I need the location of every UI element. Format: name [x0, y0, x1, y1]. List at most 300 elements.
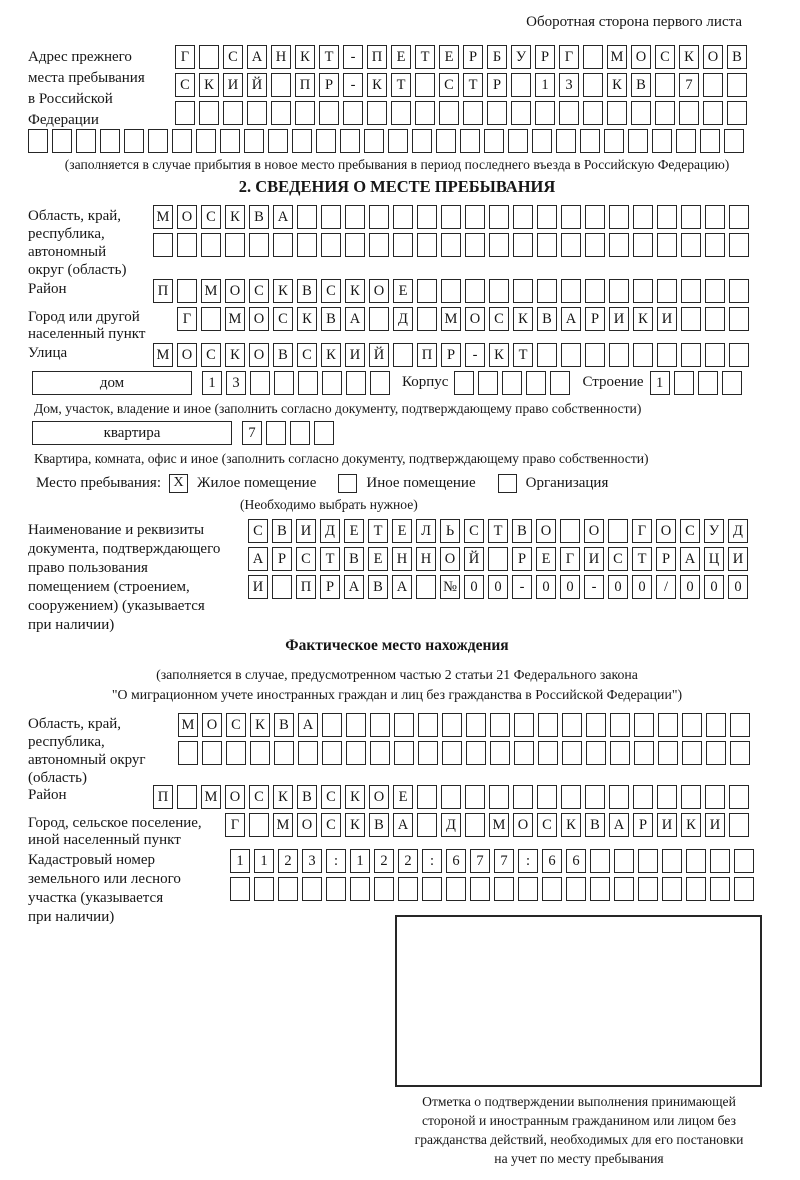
char-cell — [322, 713, 342, 737]
char-cell — [710, 849, 730, 873]
char-cell: О — [225, 279, 245, 303]
char-cell — [466, 741, 486, 765]
char-cell: 0 — [464, 575, 484, 599]
char-cell: О — [369, 279, 389, 303]
char-cell: 1 — [254, 849, 274, 873]
char-cell — [226, 741, 246, 765]
char-cell — [369, 233, 389, 257]
kvartira-block — [32, 421, 766, 449]
char-cell — [681, 343, 701, 367]
char-cell: Р — [272, 547, 292, 571]
char-cell: С — [680, 519, 700, 543]
char-cell — [178, 741, 198, 765]
char-cell — [585, 279, 605, 303]
char-cell — [465, 233, 485, 257]
note-line: "О миграционном учете иностранных граждан и лиц без гражданства в Российской Федерации") — [111, 687, 683, 702]
char-cell — [220, 129, 240, 153]
char-cell: К — [273, 279, 293, 303]
label-line: округ (область) — [28, 262, 127, 278]
char-cell — [583, 73, 603, 97]
kvartira-box: квартира — [32, 421, 232, 445]
char-cell — [322, 741, 342, 765]
char-cell: К — [199, 73, 219, 97]
factual-raion-label — [28, 785, 153, 804]
char-cell — [346, 741, 366, 765]
char-cell — [478, 371, 498, 395]
char-cell — [710, 877, 730, 901]
char-cell — [346, 371, 366, 395]
char-cell: 0 — [560, 575, 580, 599]
char-cell: Р — [463, 45, 483, 69]
char-cell — [514, 741, 534, 765]
char-cell: А — [273, 205, 293, 229]
char-cell: М — [153, 205, 173, 229]
char-cell: А — [393, 813, 413, 837]
caption-line: Отметка о подтверждении выполнения принимающей — [422, 1094, 736, 1109]
char-cell: М — [489, 813, 509, 837]
char-cell — [225, 233, 245, 257]
char-cell: М — [273, 813, 293, 837]
char-cell: 7 — [494, 849, 514, 873]
char-cell — [177, 233, 197, 257]
char-cell: К — [345, 785, 365, 809]
char-cell — [388, 129, 408, 153]
char-cell: 0 — [632, 575, 652, 599]
char-cell — [633, 785, 653, 809]
char-cell — [441, 205, 461, 229]
char-cell — [441, 785, 461, 809]
char-cell: О — [513, 813, 533, 837]
stamp-area — [395, 915, 762, 1168]
char-cell: М — [441, 307, 461, 331]
char-cell — [560, 519, 580, 543]
char-cell: Р — [535, 45, 555, 69]
label-line: Область, край, — [28, 716, 122, 732]
char-cell — [614, 849, 634, 873]
char-cell — [652, 129, 672, 153]
char-cell — [292, 129, 312, 153]
factual-gorod-row — [225, 813, 753, 837]
char-cell — [466, 713, 486, 737]
label-line: автономный — [28, 244, 107, 260]
char-cell — [682, 741, 702, 765]
label-line: места пребывания — [28, 70, 145, 86]
char-cell: П — [153, 279, 173, 303]
char-cell — [322, 371, 342, 395]
char-cell: Е — [393, 785, 413, 809]
korpus-row — [454, 371, 574, 395]
label-line: Район — [28, 787, 67, 803]
char-cell — [633, 205, 653, 229]
char-cell — [314, 421, 334, 445]
char-cell: К — [489, 343, 509, 367]
char-cell — [628, 129, 648, 153]
prev-address-row-3 — [175, 101, 751, 125]
char-cell — [28, 129, 48, 153]
char-cell — [537, 205, 557, 229]
char-cell: К — [345, 279, 365, 303]
char-cell — [638, 849, 658, 873]
char-cell: Т — [513, 343, 533, 367]
char-cell — [273, 233, 293, 257]
char-cell: В — [273, 343, 293, 367]
char-cell — [583, 101, 603, 125]
char-cell: 0 — [608, 575, 628, 599]
char-cell: И — [223, 73, 243, 97]
char-cell: Г — [560, 547, 580, 571]
checkbox-organizatsiya — [498, 474, 517, 493]
char-cell: 1 — [350, 849, 370, 873]
char-cell: П — [296, 575, 316, 599]
char-cell: И — [584, 547, 604, 571]
char-cell — [658, 713, 678, 737]
label-line: Улица — [28, 345, 68, 361]
char-cell — [199, 45, 219, 69]
char-cell — [316, 129, 336, 153]
section2-title: 2. СВЕДЕНИЯ О МЕСТЕ ПРЕБЫВАНИЯ — [238, 177, 556, 196]
char-cell — [370, 713, 390, 737]
dom-number-row — [202, 371, 394, 395]
char-cell: Е — [439, 45, 459, 69]
factual-oblast-row-2 — [178, 741, 754, 765]
char-cell: № — [440, 575, 460, 599]
char-cell — [266, 421, 286, 445]
char-cell: В — [727, 45, 747, 69]
char-cell — [705, 785, 725, 809]
document-row-2 — [248, 547, 752, 571]
char-cell: 6 — [566, 849, 586, 873]
char-cell — [172, 129, 192, 153]
char-cell: С — [537, 813, 557, 837]
label-line: право пользования — [28, 560, 148, 576]
char-cell: - — [512, 575, 532, 599]
char-cell: М — [607, 45, 627, 69]
char-cell: Д — [393, 307, 413, 331]
char-cell: К — [607, 73, 627, 97]
char-cell — [416, 575, 436, 599]
char-cell — [417, 307, 437, 331]
char-cell: Г — [225, 813, 245, 837]
label-line: (область) — [28, 770, 87, 786]
char-cell — [537, 785, 557, 809]
char-cell — [590, 849, 610, 873]
char-cell — [634, 741, 654, 765]
char-cell — [488, 547, 508, 571]
char-cell — [52, 129, 72, 153]
char-cell: В — [369, 813, 389, 837]
char-cell: В — [631, 73, 651, 97]
char-cell: Т — [632, 547, 652, 571]
char-cell — [415, 101, 435, 125]
char-cell — [705, 233, 725, 257]
char-cell — [177, 785, 197, 809]
factual-gorod-label — [28, 813, 225, 849]
caption-line: стороной и иностранным гражданином или лицом без — [422, 1113, 736, 1128]
char-cell: П — [153, 785, 173, 809]
factual-title: Фактическое место нахождения — [285, 637, 509, 654]
char-cell: Н — [416, 547, 436, 571]
char-cell: О — [369, 785, 389, 809]
char-cell — [607, 101, 627, 125]
char-cell: 7 — [242, 421, 262, 445]
label-line: в Российской — [28, 91, 113, 107]
char-cell: - — [343, 73, 363, 97]
char-cell — [610, 741, 630, 765]
document-label — [28, 519, 248, 635]
label-line: Город или другой — [28, 309, 140, 325]
char-cell — [609, 279, 629, 303]
char-cell: Е — [344, 519, 364, 543]
char-cell — [676, 129, 696, 153]
char-cell: Т — [320, 547, 340, 571]
option-inoe-label: Иное помещение — [366, 474, 476, 491]
char-cell — [513, 785, 533, 809]
kadastr-grids — [230, 849, 758, 905]
char-cell — [393, 343, 413, 367]
label-line: населенный пункт — [28, 326, 146, 342]
char-cell — [418, 713, 438, 737]
document-block — [28, 519, 766, 633]
char-cell — [442, 741, 462, 765]
char-cell: 3 — [226, 371, 246, 395]
char-cell — [484, 129, 504, 153]
char-cell — [511, 101, 531, 125]
char-cell — [249, 813, 269, 837]
char-cell: С — [201, 343, 221, 367]
char-cell: Д — [320, 519, 340, 543]
char-cell: В — [297, 785, 317, 809]
char-cell — [679, 101, 699, 125]
char-cell: Й — [464, 547, 484, 571]
label-line: иной населенный пункт — [28, 832, 181, 848]
char-cell: В — [249, 205, 269, 229]
stroenie-label: Строение — [582, 374, 644, 390]
char-cell: 0 — [488, 575, 508, 599]
label-line: автономный округ — [28, 752, 146, 768]
char-cell: Б — [487, 45, 507, 69]
kvartira-number-row — [242, 421, 338, 445]
char-cell — [634, 713, 654, 737]
char-cell — [244, 129, 264, 153]
note-line: (заполняется в случае, предусмотренном частью 2 статьи 21 Федерального закона — [156, 667, 638, 682]
char-cell — [76, 129, 96, 153]
char-cell: С — [321, 813, 341, 837]
label-line: Район — [28, 281, 67, 297]
char-cell: В — [272, 519, 292, 543]
char-cell — [370, 371, 390, 395]
char-cell: : — [326, 849, 346, 873]
char-cell: С — [321, 279, 341, 303]
factual-raion-block — [28, 785, 766, 813]
char-cell — [614, 877, 634, 901]
char-cell: Л — [416, 519, 436, 543]
char-cell — [502, 371, 522, 395]
char-cell — [583, 45, 603, 69]
char-cell — [319, 101, 339, 125]
char-cell — [326, 877, 346, 901]
char-cell — [417, 233, 437, 257]
char-cell — [727, 101, 747, 125]
gorod-block — [28, 307, 766, 343]
char-cell — [608, 519, 628, 543]
char-cell: С — [248, 519, 268, 543]
char-cell — [556, 129, 576, 153]
char-cell — [391, 101, 411, 125]
char-cell — [682, 713, 702, 737]
checkbox-inoe — [338, 474, 357, 493]
char-cell: О — [465, 307, 485, 331]
char-cell — [537, 279, 557, 303]
char-cell — [345, 205, 365, 229]
char-cell: О — [249, 343, 269, 367]
char-cell — [398, 877, 418, 901]
char-cell — [586, 713, 606, 737]
char-cell — [249, 233, 269, 257]
char-cell: А — [247, 45, 267, 69]
char-cell — [223, 101, 243, 125]
char-cell: Р — [512, 547, 532, 571]
char-cell: О — [703, 45, 723, 69]
char-cell: М — [201, 279, 221, 303]
label-line: Наименование и реквизиты — [28, 522, 205, 538]
char-cell: С — [226, 713, 246, 737]
char-cell: 6 — [542, 849, 562, 873]
char-cell — [730, 713, 750, 737]
char-cell: В — [585, 813, 605, 837]
char-cell — [254, 877, 274, 901]
char-cell — [662, 849, 682, 873]
char-cell — [705, 205, 725, 229]
char-cell — [202, 741, 222, 765]
char-cell — [657, 233, 677, 257]
char-cell — [722, 371, 742, 395]
char-cell: - — [343, 45, 363, 69]
mesto-prebyvaniya-block — [36, 471, 766, 495]
stroenie-row — [650, 371, 746, 395]
char-cell — [729, 307, 749, 331]
char-cell: : — [422, 849, 442, 873]
char-cell: С — [489, 307, 509, 331]
char-cell — [393, 205, 413, 229]
char-cell: : — [518, 849, 538, 873]
page-side-note: Оборотная сторона первого листа — [526, 14, 742, 30]
char-cell — [367, 101, 387, 125]
char-cell — [610, 713, 630, 737]
prev-address-grids — [175, 45, 751, 129]
char-cell: В — [274, 713, 294, 737]
char-cell: К — [225, 343, 245, 367]
char-cell: В — [321, 307, 341, 331]
char-cell — [566, 877, 586, 901]
char-cell — [657, 343, 677, 367]
caption-line: на учет по месту пребывания — [494, 1151, 664, 1166]
char-cell: К — [561, 813, 581, 837]
char-cell: С — [273, 307, 293, 331]
gorod-row — [177, 307, 753, 331]
char-cell — [489, 205, 509, 229]
char-cell: Т — [368, 519, 388, 543]
char-cell: Р — [441, 343, 461, 367]
char-cell: Р — [319, 73, 339, 97]
char-cell — [247, 101, 267, 125]
char-cell: О — [177, 343, 197, 367]
char-cell — [350, 877, 370, 901]
char-cell: У — [704, 519, 724, 543]
char-cell — [439, 101, 459, 125]
char-cell: А — [392, 575, 412, 599]
char-cell — [343, 101, 363, 125]
char-cell — [734, 877, 754, 901]
factual-oblast-grids — [178, 713, 754, 769]
char-cell — [542, 877, 562, 901]
char-cell — [489, 785, 509, 809]
char-cell — [681, 279, 701, 303]
oblast-block — [28, 205, 766, 279]
char-cell — [633, 233, 653, 257]
char-cell — [422, 877, 442, 901]
char-cell — [562, 741, 582, 765]
label-line: при наличии) — [28, 617, 115, 633]
char-cell — [561, 279, 581, 303]
char-cell: И — [296, 519, 316, 543]
char-cell: 0 — [680, 575, 700, 599]
char-cell — [153, 233, 173, 257]
char-cell: И — [705, 813, 725, 837]
char-cell: П — [295, 73, 315, 97]
char-cell: А — [345, 307, 365, 331]
char-cell: Е — [368, 547, 388, 571]
char-cell — [470, 877, 490, 901]
prev-address-note: (заполняется в случае прибытия в новое место пребывания в период последнего въезда в Российскую Федерацию) — [64, 157, 730, 172]
char-cell — [729, 205, 749, 229]
char-cell: 0 — [704, 575, 724, 599]
char-cell: Е — [392, 519, 412, 543]
char-cell — [657, 785, 677, 809]
char-cell: С — [439, 73, 459, 97]
char-cell — [494, 877, 514, 901]
char-cell — [734, 849, 754, 873]
oblast-grids — [153, 205, 753, 261]
oblast-row-1 — [153, 205, 753, 229]
option-zhiloe-label: Жилое помещение — [197, 474, 317, 491]
label-line: Кадастровый номер — [28, 852, 155, 868]
char-cell — [346, 713, 366, 737]
char-cell — [518, 877, 538, 901]
char-cell: 7 — [679, 73, 699, 97]
char-cell — [345, 233, 365, 257]
char-cell — [321, 205, 341, 229]
char-cell: А — [680, 547, 700, 571]
label-line: республика, — [28, 226, 105, 242]
char-cell: Г — [175, 45, 195, 69]
char-cell: А — [298, 713, 318, 737]
char-cell — [609, 343, 629, 367]
char-cell: Р — [633, 813, 653, 837]
char-cell — [199, 101, 219, 125]
kadastr-row-1 — [230, 849, 758, 873]
char-cell — [415, 73, 435, 97]
char-cell — [681, 785, 701, 809]
char-cell: И — [657, 307, 677, 331]
char-cell — [489, 233, 509, 257]
char-cell: 0 — [728, 575, 748, 599]
kadastr-row-2 — [230, 877, 758, 901]
stamp-caption — [359, 1092, 799, 1168]
char-cell — [686, 849, 706, 873]
char-cell — [590, 877, 610, 901]
char-cell: О — [177, 205, 197, 229]
char-cell — [561, 785, 581, 809]
